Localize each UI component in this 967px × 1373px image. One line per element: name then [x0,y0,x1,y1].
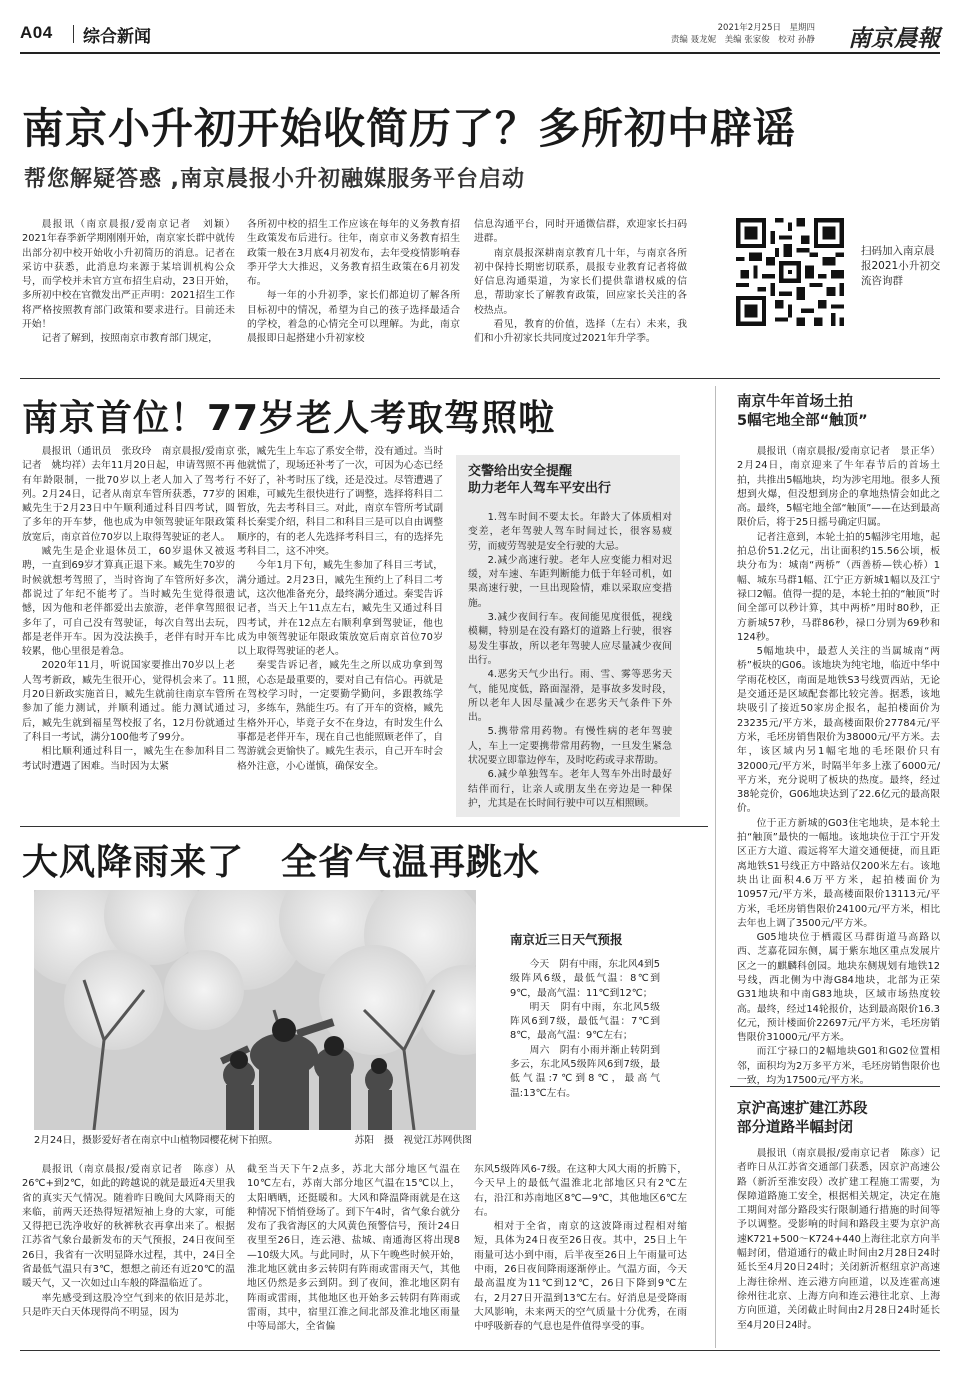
paragraph: 看见，教育的价值，选择（左右）未来，我们和小升初家长共同度过2021年升学季。 [474,319,687,345]
story2-bottom-rule [20,826,708,827]
safety-tips-box [456,455,680,817]
paragraph: 秦雯告诉记者，臧先生之所以成功拿到驾照，心态是最重要的，要对自己有信心。再就是在驾校学习时，一定要勤学勤问，多跟教练学习，多练车，熟能生巧。有了开车的资格，臧先生格外开心，毕竟子女不在身边，有时发生什么事都是老伴开车，现在自己也能照顾老伴了，自驾游就会更愉快了。臧先生表示，自己开车时会格外注意，小心谨慎，确保安全。 [237,660,443,772]
paragraph: 东风5级阵风6-7级。在这种大风大雨的折腾下，今天早上的最低气温淮北北部地区只有2℃左右，沿江和苏南地区8℃—9℃，其他地区6℃左右。 [474,1164,687,1218]
paragraph: G05地块位于栖霞区马群街道马高路以西、芝嘉花园东侧，属于紫东地区重点发展片区之一的麒麟科创园。地块东侧规划有地铁12号线，西北侧为中海G84地块，北部为正荣G31地块和中南G83地块，区域市场热度较高。最终，经过14轮报价，达到最高限价16.3亿元，预计楼面价22697元/平方米，毛坯房销售限价31000元/平方米。 [737,932,940,1044]
tip-item: 6.减少单独驾车。老年人驾车外出时最好结伴而行，让亲人或朋友坐在旁边是一种保护，尤其是在长时间行驶中可以互相照顾。 [468,769,672,809]
story3-column-3 [474,1163,687,1335]
story2-column-1 [22,445,235,774]
wechat-group-qr-code[interactable] [736,218,844,326]
section-name: 综合新闻 [83,27,151,47]
safety-tips-heading [468,463,611,497]
side2-headline-line1: 京沪高速扩建江苏段 [737,1101,868,1117]
editor-credits: 责编 聂龙妮 美编 张家俊 校对 孙静 [670,35,815,45]
story2-headline: 南京首位！77岁老人考取驾照啦 [22,398,556,439]
story1-headline: 南京小升初开始收简历了？多所初中辟谣 [22,104,797,153]
side1-headline [737,393,868,431]
cherry-blossom-photo [34,890,476,1130]
paragraph: 南京晨报深耕南京教育几十年，与南京各所初中保持长期密切联系，晨报专业教育记者将做好信息沟通渠道，为家长们提供靠谱权威的信息，帮助家长了解教育政策，回应家长关注的各校热点。 [474,247,687,316]
story1-bottom-rule [20,378,940,379]
paragraph: 率先感受到这股冷空气到来的依旧是苏北，只是昨天白天体现得尚不明显，因为 [22,1292,235,1318]
paragraph: 截至当天下午2点多，苏北大部分地区气温在10℃左右，苏南大部分地区气温在15℃以上，太阳晒晒，还挺暖和。大风和降温降雨就是在这种情况下悄悄登场了。到下午4时，省气象台就分发布了我省海区的大风黄色预警信号，预计24日夜里至26日，连云港、盐城、南通海区将出现8—10级大风。与此同时，从下午晚些时候开始，淮北地区就由多云转阴有阵雨或雷雨天气，其他地区仍然是多云到阴。到了夜间，淮北地区阴有阵雨或雷雨，其他地区也开始多云转阴有阵雨或雷雨，其中，宿里江淮之间北部及淮北地区雨量中等局部大，全省偏 [247,1164,460,1333]
paragraph: 晨报讯（通讯员 张玫玲 南京晨报/爱南京记者 姚均祥）去年11月20日起，申请驾照不再有年龄限制，一批70岁以上老人加入了驾考行列。2月24日，记者从南京车管所获悉，77岁的臧先生于2月23日中午顺利通过科目四考试，圆了多年的开车梦，他也成为申领驾驶证年限政策放宽后，南京首位70岁以上取得驾驶证的老人。 [22,446,235,543]
paragraph: 晨报讯（南京晨报/爱南京记者 刘颖）2021年春季新学期刚刚开始，南京家长群中就传出部分初中校开始收小升初简历的消息。记者在采访中获悉，此消息均来源于某培训机构公众号，而学校并未官方宣布招生启动，23日开始，多所初中校在官微发出严正声明：2021招生工作将严格按照教育部门政策和要求进行。目前还未开始！ [22,219,235,331]
newspaper-logo: 南京晨報 [848,25,940,52]
masthead-rule [20,52,940,54]
paragraph: 5幅地块中，最惹人关注的当属城南“两桥”板块的G06。该地块为纯宅地，临近中华中学雨花校区，南面是地铁S3号线贾西站，无论是交通还是区域配套都比较完善。据悉，该地块吸引了接近50家房企报名，起拍楼面价为23235元/平方米，最高楼面限价27784元/平方米，毛坯房销售限价为38000元/平方米。去年，该区域内另1幅宅地的毛坯限价只有32000元/平方米，时隔半年多上涨了6000元/平方米，充分说明了板块的热度。最终，经过38轮竞价，G06地块达到了22.6亿元的最高限价。 [737,646,940,815]
forecast-day: 今天 阴有中雨，东北风4到5级阵风6级，最低气温：8℃到9℃，最高气温：11℃到12℃； [510,959,660,999]
side2-body [737,1147,940,1333]
paragraph: 2020年11月，听说国家要推出70岁以上老人驾考新政，臧先生很开心，觉得机会来了。11月20日新政实施首日，臧先生就前往南京车管所参加了能力测试，并顺利通过。能力测试通过后，臧先生就到福星驾校报了名，12月份就通过了科目一考试，满分100他考了99分。 [22,660,235,743]
paragraph: 晨报讯（南京晨报/爱南京记者 景正华）2月24日，南京迎来了牛年春节后的首场土拍，共推出5幅地块，均为涉宅用地。很多人预想到火爆，但没想到房企的拿地热情会如此之高。最终，5幅宅地全部“触顶”——在达到最高限价后，将于25日摇号确定归属。 [737,446,940,529]
story1-column-1 [22,218,235,347]
story3-column-2 [247,1163,460,1335]
paragraph: 张，臧先生上车忘了系安全带，没有通过。当时他就慌了，现场还补考了一次，可因为心态已经不好了，补考时压了线，还是没过。尽管遭遇了困难，可臧先生很快进行了调整，选择将科目二暂放，先去考科目三。对此，南京车管所考试副科长秦雯介绍，科目二和科目三是可以自由调整顺序的，有的老人先选择考科目三，有的选择先考科目二，这不冲突。 [237,446,443,558]
tip-item: 1.驾车时间不要太长。年龄大了体质相对变差，老年驾驶人驾车时间过长，很容易疲劳，而疲劳驾驶是安全行驶的大忌。 [468,512,672,552]
paragraph: 信息沟通平台，同时开通微信群，欢迎家长扫码进群。 [474,219,687,245]
paragraph: 晨报讯（南京晨报/爱南京记者 陈彦）从26℃+到2℃，如此的跨越说的就是最近4天里我省的真实天气情况。随着昨日晚间大风降雨天的来临，前两天还热得短裙短袖上身的大家，可能又得把已洗净收好的秋裤秋衣再拿出来了。根据江苏省气象台最新发布的天气预报，24日夜间至26日，我省有一次明显降水过程，其中，24日全省最低气温只有3℃，想想之前还有近20℃的温暖天气，又一次如过山车般的降温临近了。 [22,1164,235,1290]
side1-headline-line2: 5幅宅地全部“触顶” [737,413,868,429]
issue-date: 2021年2月25日 星期四 [717,23,815,33]
story1-subheadline: 帮您解疑答惑 ,南京晨报小升初融媒服务平台启动 [24,167,526,192]
forecast-day: 周六 阴有小雨并渐止转阴到多云，东北风5级阵风6到7级，最低气温:7℃到8℃，最高气温:13℃左右。 [510,1044,660,1099]
paragraph: 各所初中校的招生工作应该在每年的义务教育招生政策发布后进行。往年，南京市义务教育招生政策一般在3月底4月初发布，去年受疫情影响春季开学大大推迟，义务教育招生政策在6月初发布。 [247,219,460,288]
paragraph: 晨报讯（南京晨报/爱南京记者 陈彦）记者昨日从江苏省交通部门获悉，因京沪高速公路（新沂至淮安段）改扩建工程施工需要，为保障道路施工安全，根据相关规定，决定在施工期间对部分路段实行限制通行措施的时间等予以调整。受影响的时间和路段主要为京沪高速K721+500～K724+440上海往北京方向半幅封闭，借道通行的截止时间由2月28日24时延长至4月20日24时；关闭新沂枢纽京沪高速上海往徐州、连云港方向匝道，以及连霍高速徐州往北京、上海方向和连云港往北京、上海方向匝道，关闭截止时间由2月28日24时延长至4月20日24时。 [737,1148,940,1331]
safety-tips-list [468,511,672,811]
side1-body [737,445,940,1088]
forecast-day: 明天 阴有中雨，东北风5级阵风6到7级，最低气温：7℃到8℃，最高气温：9℃左右； [510,1001,660,1042]
forecast-list [510,958,660,1101]
forecast-title: 南京近三日天气预报 [510,932,623,947]
page-meta [671,22,815,46]
story1-column-2 [247,218,460,347]
paragraph: 记者了解到，按照南京市教育部门规定， [41,333,218,345]
page-number: A04 [20,23,53,42]
side1-headline-line1: 南京牛年首场土拍 [737,394,853,410]
side1-bottom-rule [730,1086,940,1087]
photo-credit: 苏阳 摄 视觉江苏网供图 [354,1135,472,1146]
tip-item: 4.恶劣天气少出行。雨、雪、雾等恶劣天气，能见度低，路面湿滑，是事故多发时段，所以老年人因尽量减少在恶劣天气条件下外出。 [468,669,672,724]
paragraph: 而江宁禄口的2幅地块G01和G02位置相邻，面积均为2万多平方米，毛坯房销售限价也一致，均为17500元/平方米。 [737,1046,940,1087]
paragraph: 记者注意到，本轮土拍的5幅涉宅用地，起拍总价51.2亿元，出让面积约15.56公顷，板块分布为：城南“两桥”（西善桥—铁心桥）1幅、城东马群1幅、江宁正方新城1幅以及江宁禄口2幅。值得一提的是，本轮土拍的“触顶”时间全部可以秒计算，其中两桥”用时80秒，正方新城57秒，马群86秒，禄口分别为69秒和124秒。 [737,531,940,643]
photo-caption-text: 2月24日，摄影爱好者在南京中山植物园樱花树下拍照。 [34,1135,279,1146]
photo-caption [34,1132,476,1146]
page-bottom-rule [20,1350,940,1351]
story2-column-2 [237,445,443,774]
story3-headline: 大风降雨来了 全省气温再跳水 [22,842,541,883]
safety-tips-title: 交警给出安全提醒 [468,464,573,479]
safety-tips-subtitle: 助力老年人驾车平安出行 [468,481,612,496]
tip-item: 5.携带常用药物。有慢性病的老年驾驶人，车上一定要携带常用药物，一旦发生紧急状况要立即靠边停车，及时吃药或寻求帮助。 [468,726,672,767]
side2-headline-line2: 部分道路半幅封闭 [737,1120,853,1136]
side2-headline [737,1100,868,1138]
story1-column-3 [474,218,687,347]
masthead [20,20,940,52]
tip-item: 3.减少夜间行车。夜间能见度很低，视线模糊，特别是在没有路灯的道路上行驶，很容易发生事故，所以老年驾驶人应尽量减少夜间出行。 [468,612,672,666]
paragraph: 每一年的小升初季，家长们都迫切了解各所目标初中的情况，希望为自己的孩子选择最适合的学校，着急的心情完全可以理解。为此，南京晨报即日起搭建小升初家校 [247,290,460,345]
paragraph: 位于正方新城的G03住宅地块，是本轮土拍“触顶”最快的一幅地。该地块位于江宁开发区正方大道、霞远将军大道交通便捷，而且距离地铁S1号线正方中路站仅200米左右。该地块出让面积4.6万平方米，起拍楼面价为10957元/平方米，最高楼面限价13113元/平方米，毛坯房销售限价24100元/平方米，相比去年也上调了3500元/平方米。 [737,817,940,929]
paragraph: 相对于全省，南京的这波降雨过程相对缩短，具体为24日夜至26日夜。其中，25日上午雨量可达小到中雨，后半夜至26日上午雨量可达中雨，26日夜间降雨逐渐停止。气温方面，今天最高温度为11℃到12℃，26日下降到9℃左右，2月27日开温到13℃左右。好消息是受降雨大风影响，未来两天的空气质量十分优秀，在雨中呼吸新春的气息也是件值得享受的事。 [474,1221,687,1333]
qr-code-caption: 扫码加入南京晨报2021小升初交流咨询群 [861,245,941,287]
story3-column-1 [22,1163,235,1320]
tip-item: 2.减少高速行驶。老年人应变能力相对迟缓，对车速、车距判断能力低于年轻司机，如果高速行驶，一旦出现险情，难以采取应变措施。 [468,554,672,609]
sidebar-divider [715,386,716,1348]
paragraph: 臧先生是企业退休员工，60岁退休又被返聘，一直到69岁才算真正退下来。臧先生70岁的时候就想考驾照了，当时咨询了车管所好多次，都说过了年纪不能考了。当时臧先生觉得很遗憾，因为他和老伴都爱出去旅游，老伴拿驾照很多年了，可自己没有驾驶证，每次自驾出去玩，都是老伴开车。因为没法换手，老伴有时开车比较累，他心里很是着急。 [22,546,235,658]
masthead-divider [73,25,74,43]
paragraph: 今年1月下旬，臧先生参加了科目三考试，满分通过。2月23日，臧先生预约上了科目二考试，这次他准备充分，最终满分通过。秦雯告诉记者，当天上午11点左右，臧先生又通过科目四考试，并在12点左右顺利拿到驾驶证，他也成为申领驾驶证年限政策放宽后南京首位70岁以上取得驾驶证的老人。 [237,560,443,658]
paragraph: 相比顺利通过科目一，臧先生在参加科目二考试时遭遇了困难。当时因为太紧 [22,746,235,772]
